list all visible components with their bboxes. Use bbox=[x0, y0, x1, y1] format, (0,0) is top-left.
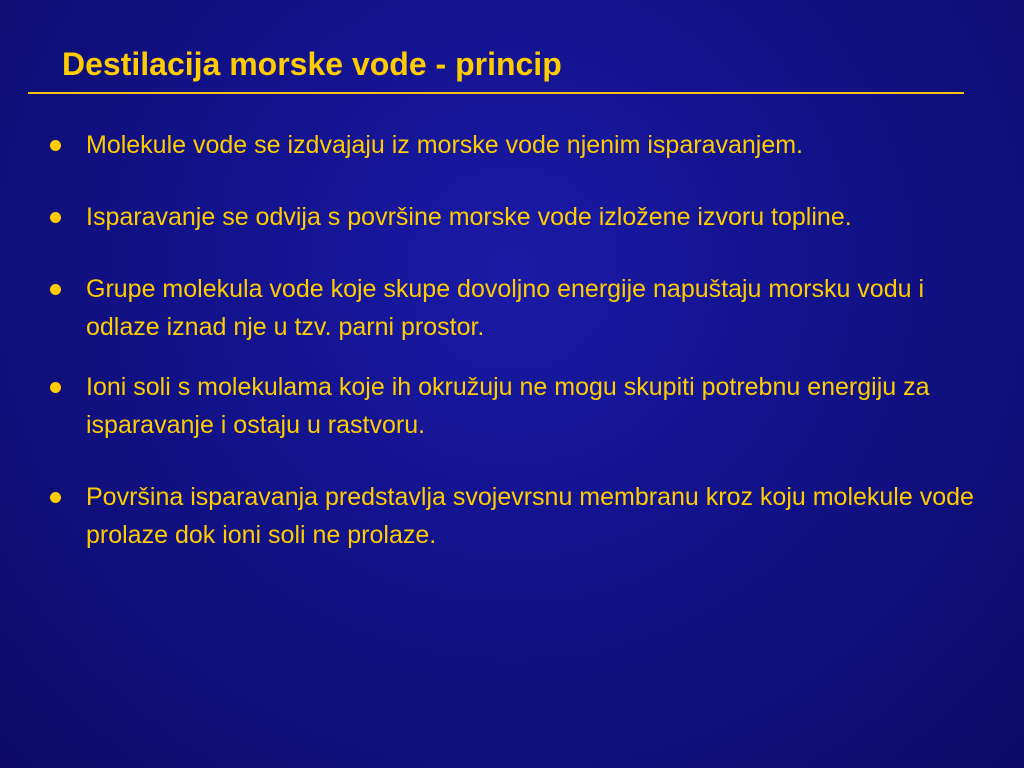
bullet-text: Ioni soli s molekulama koje ih okružuju ne mogu skupiti potrebnu energiju za isparavanje i ostaju u rastvoru. bbox=[86, 373, 930, 439]
bullet-item bbox=[44, 198, 974, 236]
bullet-icon bbox=[50, 382, 61, 393]
bullet-icon bbox=[50, 140, 61, 151]
slide-title: Destilacija morske vode - princip bbox=[62, 46, 562, 82]
bullet-item bbox=[44, 368, 974, 444]
bullet-text: Molekule vode se izdvajaju iz morske vode njenim isparavanjem. bbox=[86, 131, 804, 159]
bullet-icon bbox=[50, 284, 61, 295]
bullet-text: Površina isparavanja predstavlja svojevrsnu membranu kroz koju molekule vode prolaze dok ioni soli ne prolaze. bbox=[86, 483, 974, 549]
title-underline bbox=[28, 92, 964, 94]
bullet-item bbox=[44, 270, 974, 346]
bullet-icon bbox=[50, 492, 61, 503]
bullet-text: Grupe molekula vode koje skupe dovoljno energije napuštaju morsku vodu i odlaze iznad nje u tzv. parni prostor. bbox=[86, 275, 925, 341]
bullet-item bbox=[44, 126, 974, 164]
bullet-text: Isparavanje se odvija s površine morske vode izložene izvoru topline. bbox=[86, 203, 852, 231]
bullet-list bbox=[44, 126, 974, 554]
bullet-item bbox=[44, 478, 974, 554]
bullet-icon bbox=[50, 212, 61, 223]
